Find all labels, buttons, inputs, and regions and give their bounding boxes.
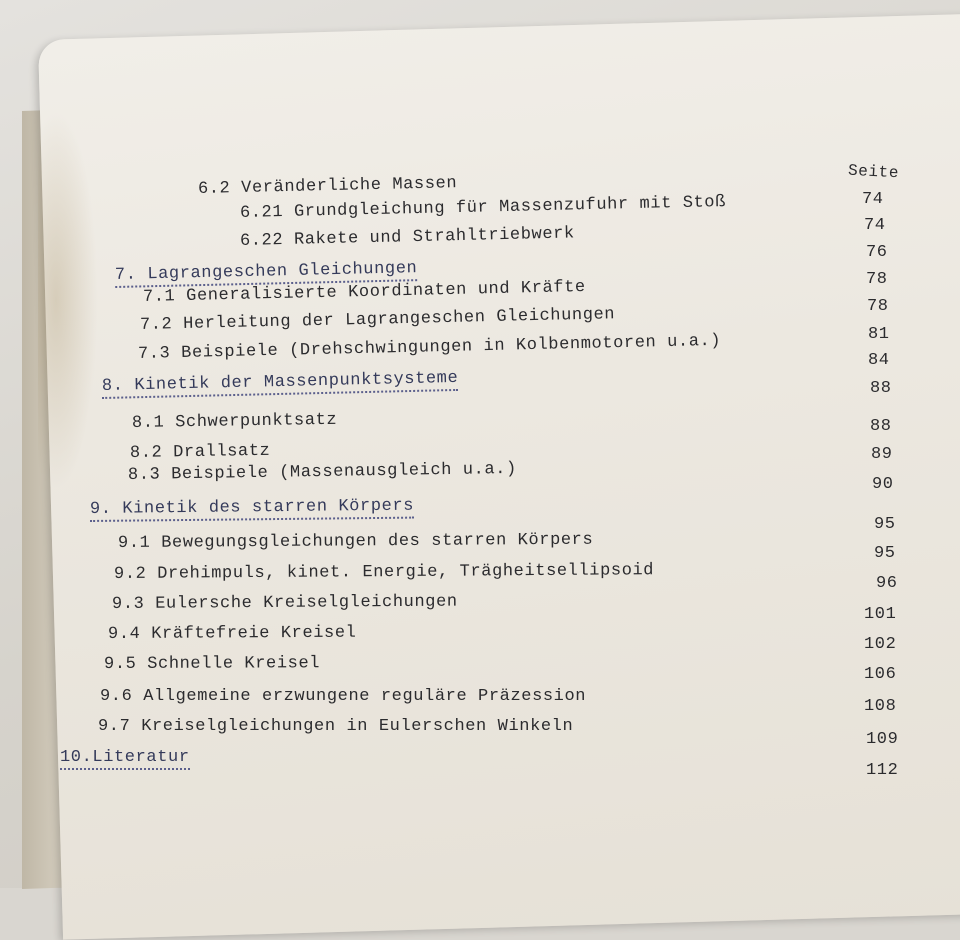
page-column-header: Seite <box>847 161 900 183</box>
toc-page-number: 106 <box>864 665 897 684</box>
toc-chapter: 9. Kinetik des starren Körpers <box>90 497 414 522</box>
toc-page-number: 78 <box>866 270 888 289</box>
toc-chapter: 7. Lagrangeschen Gleichungen <box>115 259 418 288</box>
toc-page-number: 74 <box>864 216 886 235</box>
toc-page-number: 95 <box>874 515 896 534</box>
toc-page-number: 108 <box>864 697 897 716</box>
toc-entry: 9.5 Schnelle Kreisel <box>103 654 321 674</box>
toc-entry: 7.2 Herleitung der Lagrangeschen Gleichungen <box>139 305 616 335</box>
toc-entry: 8.2 Drallsatz <box>129 441 271 463</box>
toc-entry: 9.1 Bewegungsgleichungen des starren Körpers <box>117 530 594 553</box>
toc-page-number: 81 <box>868 325 890 344</box>
toc-page-number: 102 <box>864 635 897 654</box>
toc-page-number: 88 <box>870 379 892 398</box>
toc-entry: 9.4 Kräftefreie Kreisel <box>107 623 357 644</box>
toc-entry: 9.3 Eulersche Kreiselgleichungen <box>111 592 458 614</box>
toc-page-number: 95 <box>874 544 896 563</box>
toc-chapter: 8. Kinetik der Massenpunktsysteme <box>102 369 459 399</box>
toc-entry: 9.7 Kreiselgleichungen in Eulerschen Winkeln <box>98 717 574 736</box>
toc-page-number: 112 <box>866 761 899 780</box>
toc-entry: 6.2 Veränderliche Massen <box>197 174 458 199</box>
toc-page-number: 89 <box>871 445 893 464</box>
toc-entry: 8.3 Beispiele (Massenausgleich u.a.) <box>127 459 517 485</box>
toc-page-number: 88 <box>870 417 892 436</box>
toc-entry: 9.2 Drehimpuls, kinet. Energie, Trägheitsellipsoid <box>113 561 655 584</box>
toc-entry: 6.22 Rakete und Strahltriebwerk <box>239 224 575 251</box>
toc-page-number: 74 <box>862 190 884 209</box>
toc-entry: 8.1 Schwerpunktsatz <box>131 410 338 433</box>
toc-page-number: 109 <box>866 730 899 749</box>
toc-page-number: 90 <box>872 475 894 494</box>
toc-page-number: 84 <box>868 351 890 370</box>
toc-chapter: 10.Literatur <box>60 748 190 770</box>
toc-page-number: 101 <box>864 605 897 624</box>
toc-page-number: 96 <box>876 574 898 593</box>
toc-entry: 7.1 Generalisierte Koordinaten und Kräfte <box>142 277 586 307</box>
toc-entry: 7.3 Beispiele (Drehschwingungen in Kolbenmotoren u.a.) <box>137 331 722 364</box>
toc-page-number: 78 <box>867 297 889 316</box>
toc-page-number: 76 <box>866 243 888 262</box>
toc-entry: 9.6 Allgemeine erzwungene reguläre Präzession <box>100 687 587 706</box>
toc-entry: 6.21 Grundgleichung für Massenzufuhr mit Stoß <box>239 192 727 223</box>
